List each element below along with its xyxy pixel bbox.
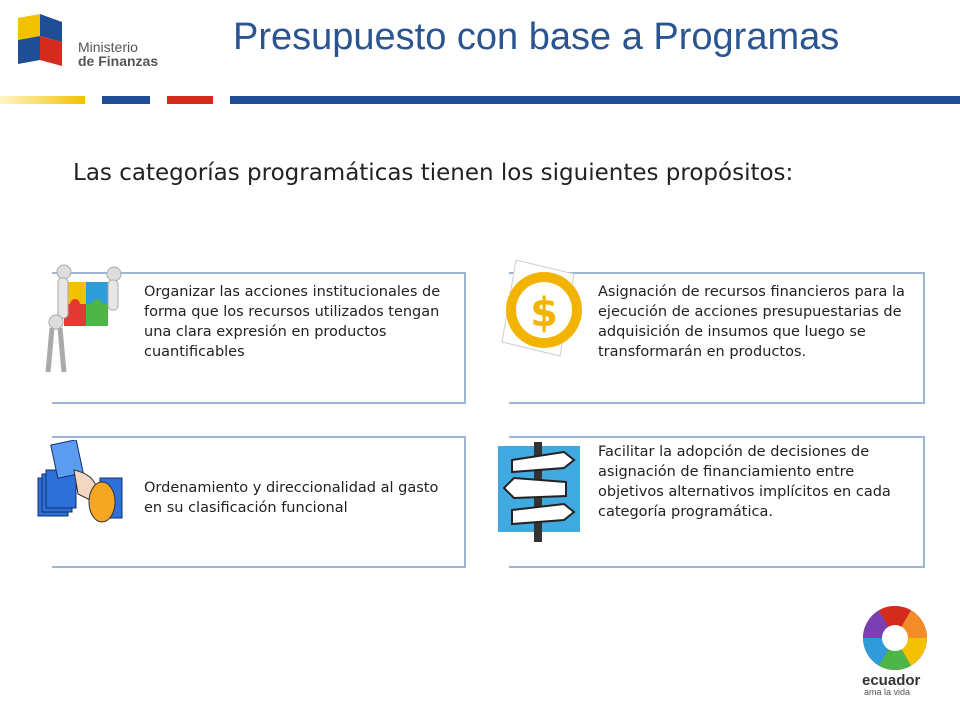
flag-bar-blue-long <box>230 96 960 104</box>
logo-line1: Ministerio <box>78 39 138 55</box>
logo-line2: de Finanzas <box>78 53 159 69</box>
ministerio-emblem-icon <box>10 12 70 74</box>
ecuador-logo-tagline: ama la vida <box>864 687 911 697</box>
ministerio-finanzas-logo <box>10 12 160 74</box>
flag-bar-blue-short <box>102 96 150 104</box>
puzzle-people-icon <box>42 262 138 382</box>
purpose-text-2: Asignación de recursos financieros para la ejecución de acciones presupuestarias de adquisición de insumos que luego se transformarán en productos. <box>598 284 905 360</box>
logo-text <box>78 40 158 68</box>
svg-text:$: $ <box>530 290 558 336</box>
purpose-text-4: Facilitar la adopción de decisiones de asignación de financiamiento entre objetivos alternativos implícitos en cada categoría programática. <box>598 444 891 520</box>
page-title: Presupuesto con base a Programas <box>233 16 840 58</box>
sorting-cards-icon <box>34 440 126 528</box>
flag-bar-red <box>167 96 213 104</box>
signpost-arrows-icon <box>494 440 584 544</box>
purpose-text-3: Ordenamiento y direccionalidad al gasto en su clasificación funcional <box>144 480 439 516</box>
intro-text: Las categorías programáticas tienen los siguientes propósitos: <box>73 160 794 186</box>
dollar-coin-icon <box>496 256 582 362</box>
ecuador-logo-name: ecuador <box>862 672 921 689</box>
flag-bar-yellow <box>0 96 85 104</box>
purpose-text-1: Organizar las acciones institucionales de forma que los recursos utilizados tengan una clara expresión en productos cuantificables <box>144 284 441 360</box>
ecuador-ama-la-vida-logo <box>858 602 932 698</box>
